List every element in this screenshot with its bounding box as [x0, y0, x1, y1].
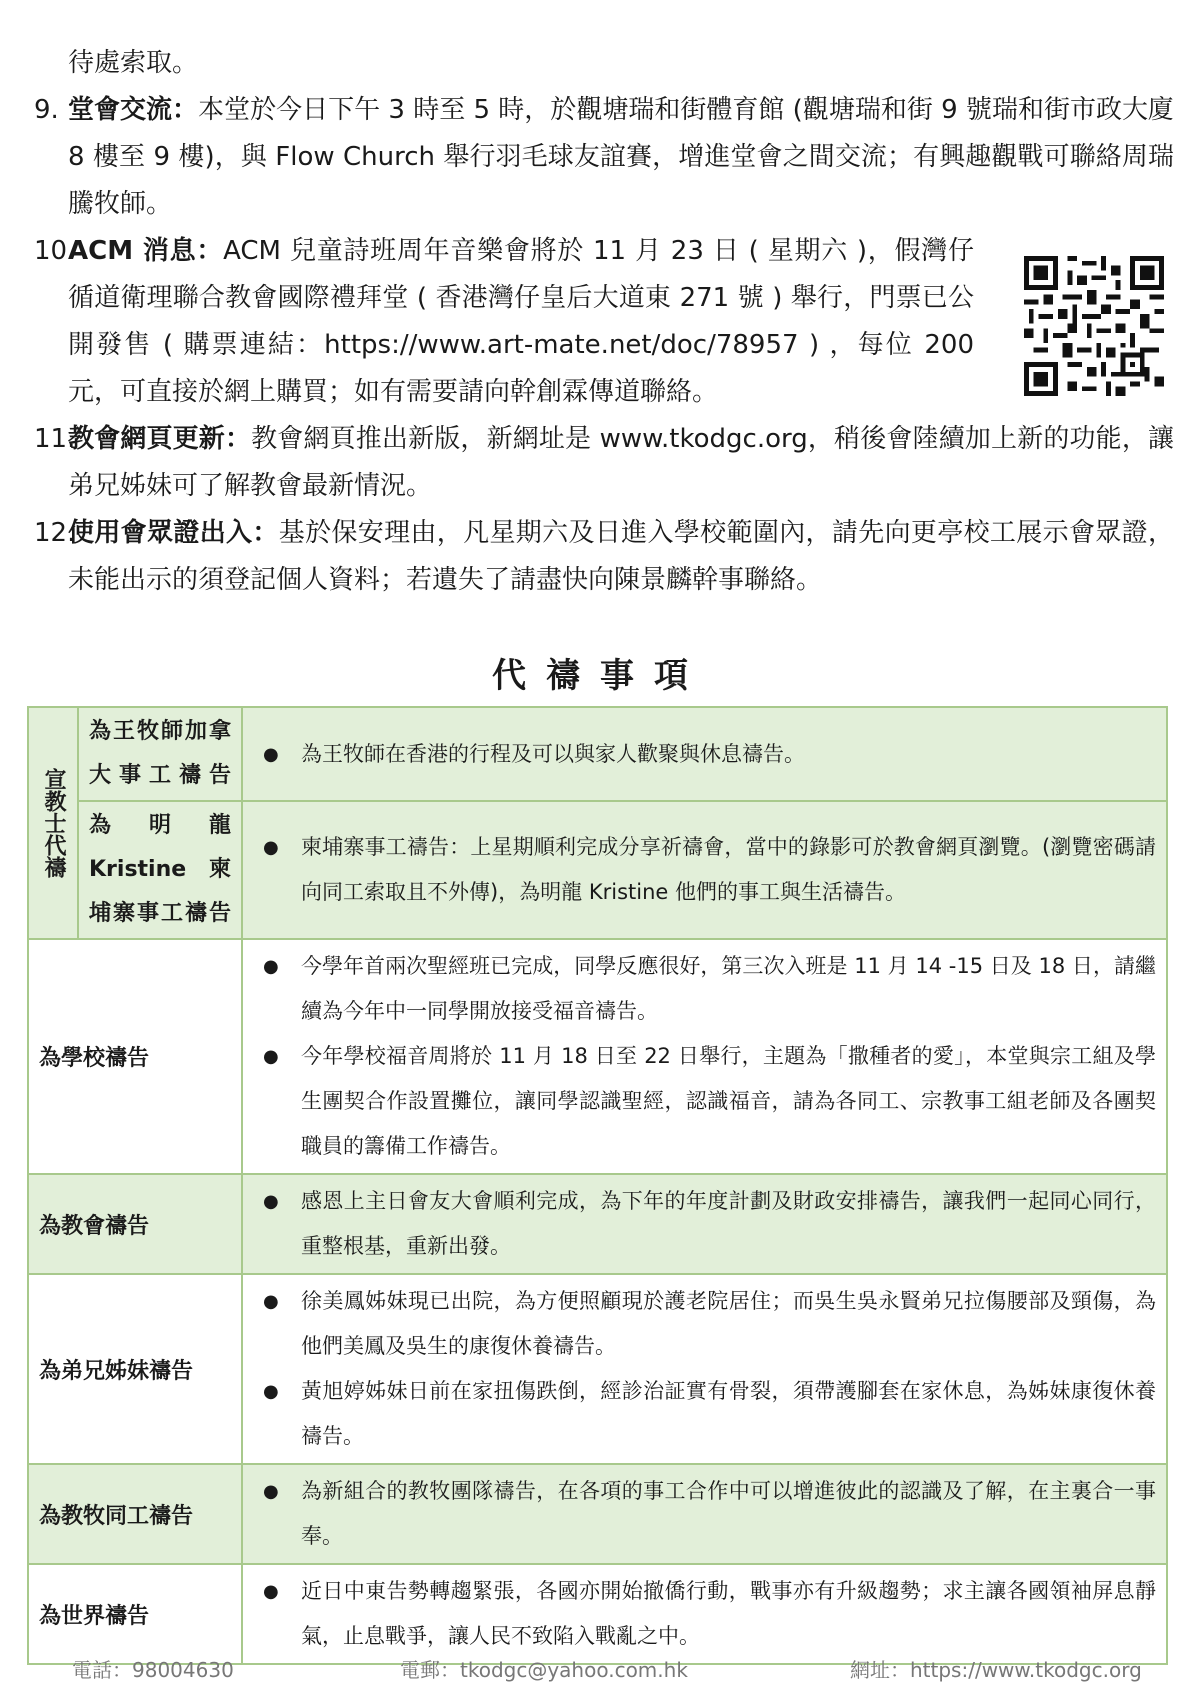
footer-phone: 電話：98004630 — [72, 1658, 234, 1682]
table-row — [28, 1464, 1167, 1564]
table-row — [28, 1564, 1167, 1664]
notice-number: 11. — [34, 424, 76, 454]
notice-continuation: 待處索取。 — [68, 48, 199, 78]
qr-code-icon[interactable] — [1024, 256, 1164, 396]
table-row — [28, 1174, 1167, 1274]
list-item: ● 感恩上主日會友大會順利完成，為下年的年度計劃及財政安排禱告，讓我們一起同心同行，重整根基，重新出發。 — [253, 1179, 1156, 1269]
category-label: 為教會禱告 — [28, 1174, 242, 1274]
table-row — [28, 939, 1167, 1174]
notice-12 — [34, 510, 1174, 604]
list-item: ● 近日中東告勢轉趨緊張，各國亦開始撤僑行動，戰事亦有升級趨勢；求主讓各國領袖屏息靜氣，止息戰爭，讓人民不致陷入戰亂之中。 — [253, 1569, 1156, 1659]
list-item: ● 黃旭婷姊妹日前在家扭傷跌倒，經診治証實有骨裂，須帶護腳套在家休息，為姊妹康復休養禱告。 — [253, 1369, 1156, 1459]
notice-text: 教會網頁推出新版，新網址是 www.tkodgc.org，稍後會陸續加上新的功能，讓弟兄姊妹可了解教會最新情況。 — [68, 424, 1174, 501]
bullet-icon: ● — [263, 837, 279, 858]
list-item: ● 今學年首兩次聖經班已完成，同學反應很好，第三次入班是 11 月 14 -15 日及 18 日，請繼續為今年中一同學開放接受福音禱告。 — [253, 944, 1156, 1034]
notice-9 — [34, 87, 1174, 228]
list-item: ● 為王牧師在香港的行程及可以與家人歡聚與休息禱告。 — [253, 732, 1156, 777]
category-label: 為世界禱告 — [28, 1564, 242, 1664]
notice-11 — [34, 416, 1174, 510]
table-row — [28, 801, 1167, 939]
table-row — [28, 707, 1167, 801]
list-item: ● 柬埔寨事工禱告：上星期順利完成分享祈禱會，當中的錄影可於教會網頁瀏覽。(瀏覽密碼請向同工索取且不外傳)，為明龍 Kristine 他們的事工與生活禱告。 — [253, 825, 1156, 915]
footer-website[interactable]: 網址：https://www.tkodgc.org — [850, 1658, 1142, 1682]
notice-number: 12. — [34, 518, 76, 548]
notice-text: ACM 兒童詩班周年音樂會將於 11 月 23 日 ( 星期六 )，假灣仔循道衛理聯合教會國際禮拜堂 ( 香港灣仔皇后大道東 271 號 ) 舉行，門票已公開發售 ( 購票連結：https://www.art-mate.net/doc/78957 ) ，每位 200 元，可直接於網上購買；如有需要請向幹創霖傳道聯絡。 — [68, 236, 974, 407]
prayer-table — [27, 706, 1168, 1665]
list-item: ● 今年學校福音周將於 11 月 18 日至 22 日舉行，主題為「撒種者的愛」，本堂與宗工組及學生團契合作設置攤位，讓同學認識聖經，認識福音，請為各同工、宗教事工組老師及各團契職員的籌備工作禱告。 — [253, 1034, 1156, 1169]
bullet-icon: ● — [263, 1291, 279, 1312]
category-label: 為學校禱告 — [28, 939, 242, 1174]
category-label: 為教牧同工禱告 — [28, 1464, 242, 1564]
notice-title: 教會網頁更新： — [68, 424, 252, 454]
list-item: ● 徐美鳳姊妹現已出院，為方便照顧現於護老院居住；而吳生吳永賢弟兄拉傷腰部及頸傷，為他們美鳳及吳生的康復休養禱告。 — [253, 1279, 1156, 1369]
bullet-icon: ● — [263, 1581, 279, 1602]
subcategory-label: 為明龍 Kristine 柬埔寨事工禱告 — [78, 801, 242, 939]
notice-title: 使用會眾證出入： — [68, 518, 279, 548]
bullet-icon: ● — [263, 1191, 279, 1212]
notice-title: ACM 消息： — [68, 236, 224, 266]
category-label: 宣教士代禱 — [28, 707, 78, 939]
notice-10 — [34, 228, 1174, 416]
bullet-icon: ● — [263, 1381, 279, 1402]
bullet-icon: ● — [263, 743, 279, 765]
notice-number: 9. — [34, 95, 59, 125]
bullet-icon: ● — [263, 956, 279, 977]
footer-email[interactable]: 電郵：tkodgc@yahoo.com.hk — [400, 1658, 688, 1682]
category-label: 為弟兄姊妹禱告 — [28, 1274, 242, 1464]
notice-number: 10. — [34, 236, 76, 266]
table-row — [28, 1274, 1167, 1464]
subcategory-label: 為王牧師加拿大事工禱告 — [78, 707, 242, 801]
notice-text: 本堂於今日下午 3 時至 5 時，於觀塘瑞和街體育館 (觀塘瑞和街 9 號瑞和街市政大廈 8 樓至 9 樓)，與 Flow Church 舉行羽毛球友誼賽，增進堂會之間交流；有興趣觀戰可聯絡周瑞騰牧師。 — [68, 95, 1174, 219]
notice-text: 基於保安理由，凡星期六及日進入學校範圍內，請先向更亭校工展示會眾證，未能出示的須登記個人資料；若遺失了請盡快向陳景麟幹事聯絡。 — [68, 518, 1174, 595]
bullet-icon: ● — [263, 1481, 279, 1502]
bullet-icon: ● — [263, 1046, 279, 1067]
list-item: ● 為新組合的教牧團隊禱告，在各項的事工合作中可以增進彼此的認識及了解，在主裏合一事奉。 — [253, 1469, 1156, 1559]
notice-title: 堂會交流： — [68, 95, 199, 125]
notices-list — [34, 40, 1174, 604]
section-title: 代禱事項 — [492, 656, 708, 696]
